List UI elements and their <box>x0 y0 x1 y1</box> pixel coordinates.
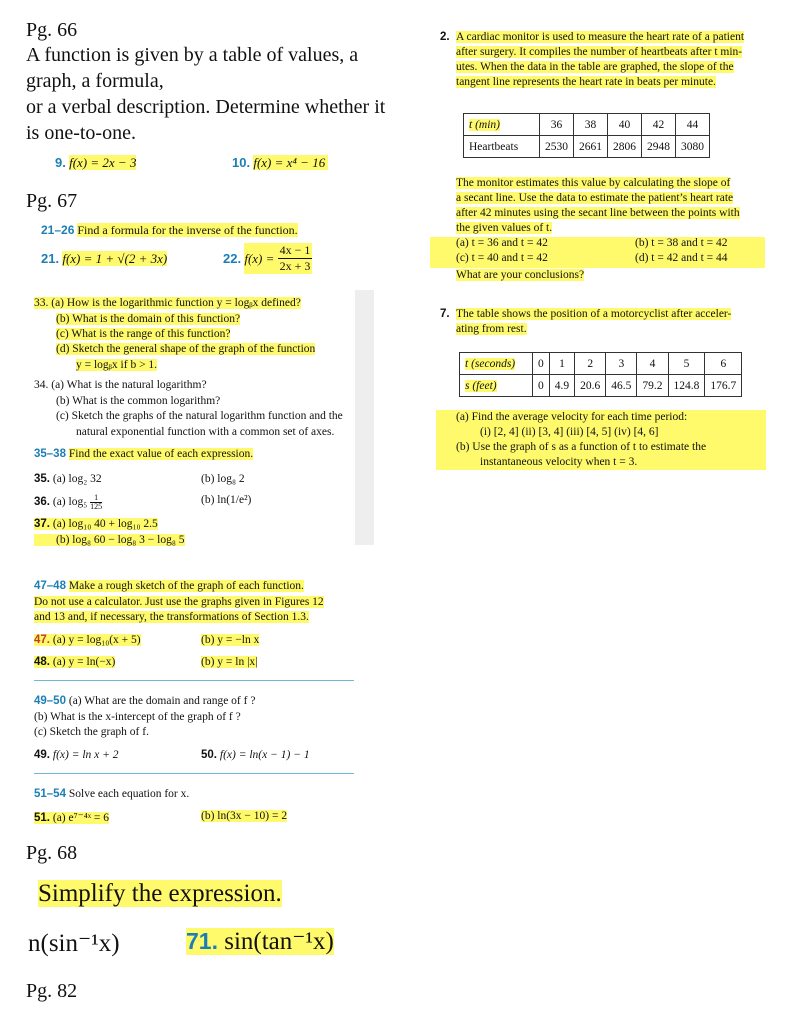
section-21-26: 21–26 Find a formula for the inverse of the function. <box>41 223 298 237</box>
section-49-50-l3: (c) Sketch the graph of f. <box>34 726 149 738</box>
table-row: Heartbeats 2530 2661 2806 2948 3080 <box>464 136 710 158</box>
problem-10: 10. f(x) = x⁴ − 16 <box>232 155 328 171</box>
page-label-68: Pg. 68 <box>26 842 78 864</box>
problem-37b: (b) log₈ 60 − log₈ 3 − log₈ 5 <box>34 534 185 546</box>
problem-2a: (a) t = 36 and t = 42 <box>456 237 548 249</box>
problem-2-num: 2. <box>440 31 450 43</box>
problem-47: 47. (a) y = log₁₀(x + 5) <box>34 634 141 646</box>
intro-line-4: is one-to-one. <box>26 122 136 144</box>
heartbeat-table <box>463 113 710 158</box>
problem-34b: (b) What is the common logarithm? <box>56 395 221 407</box>
problem-37: 37. (a) log₁₀ 40 + log₁₀ 2.5 <box>34 518 158 530</box>
problem-2-conclusion: What are your conclusions? <box>456 269 585 281</box>
problem-34a: 34. (a) What is the natural logarithm? <box>34 379 207 391</box>
problem-2b-l2: a secant line. Use the data to estimate the patient’s heart rate <box>456 192 734 204</box>
problem-48: 48. (a) y = ln(−x) <box>34 656 116 668</box>
problem-9: 9. f(x) = 2x − 3 <box>55 155 137 170</box>
divider-2 <box>34 773 354 774</box>
section-49-50: 49–50 (a) What are the domain and range of f ? <box>34 695 256 707</box>
problem-7-num: 7. <box>440 308 450 320</box>
problem-48b: (b) y = ln |x| <box>201 656 258 668</box>
section-49-50-l2: (b) What is the x-intercept of the graph of f ? <box>34 711 241 723</box>
problem-2-l4: tangent line represents the heart rate in beats per minute. <box>456 76 716 88</box>
problem-7a: (a) Find the average velocity for each time period: <box>456 411 688 423</box>
problem-51b: (b) ln(3x − 10) = 2 <box>201 810 288 822</box>
cut-expression: n(sin⁻¹x) <box>28 930 120 957</box>
page-label-67: Pg. 67 <box>26 190 78 212</box>
section-51-54: 51–54 Solve each equation for x. <box>34 788 190 800</box>
problem-2-l1: A cardiac monitor is used to measure the heart rate of a patient <box>456 31 745 43</box>
problem-21: 21. f(x) = 1 + √(2 + 3x) <box>41 251 168 266</box>
problem-2-l2: after surgery. It compiles the number of heartbeats after t min- <box>456 46 743 58</box>
position-table <box>459 352 742 397</box>
intro-line-2: graph, a formula, <box>26 70 164 92</box>
problem-2c: (c) t = 40 and t = 42 <box>456 252 548 264</box>
problem-36: 36. (a) log₅ $\frac{1}{125}$ <box>34 493 103 511</box>
table-row: t (min) 36 38 40 42 44 <box>464 114 710 136</box>
problem-33a: 33. (a) How is the logarithmic function y = logᵦx defined? <box>34 297 301 309</box>
problem-33b: (b) What is the domain of this function? <box>56 313 241 325</box>
page-label-66: Pg. 66 <box>26 19 78 41</box>
problem-2-l3: utes. When the data in the table are graphed, the slope of the <box>456 61 734 73</box>
problem-34c-2: natural exponential function with a common set of axes. <box>76 426 335 438</box>
section-47-48-l2: Do not use a calculator. Just use the graphs given in Figures 12 <box>34 596 324 608</box>
page-label-82: Pg. 82 <box>26 980 78 1002</box>
intro-line-3: or a verbal description. Determine whether it <box>26 96 386 118</box>
problem-2d: (d) t = 42 and t = 44 <box>635 252 728 264</box>
problem-33d: (d) Sketch the general shape of the graph of the function <box>56 343 316 355</box>
section-47-48: 47–48 Make a rough sketch of the graph of each function. <box>34 580 304 592</box>
table-row: t (seconds) 0 1 2 3 4 5 6 <box>460 353 742 375</box>
problem-7-l1: The table shows the position of a motorcyclist after acceler- <box>456 308 732 320</box>
section-35-38: 35–38 Find the exact value of each expression. <box>34 448 254 460</box>
problem-49: 49. f(x) = ln x + 2 <box>34 749 119 761</box>
problem-7b: (b) Use the graph of s as a function of t to estimate the <box>456 441 707 453</box>
gray-band <box>355 290 374 545</box>
section-47-48-l3: and 13 and, if necessary, the transformations of Section 1.3. <box>34 611 309 623</box>
problem-36b: (b) ln(1/e²) <box>201 494 252 506</box>
problem-9-expr: f(x) = 2x − 3 <box>69 155 137 170</box>
table-row: s (feet) 0 4.9 20.6 46.5 79.2 124.8 176.7 <box>460 375 742 397</box>
problem-7-l2: ating from rest. <box>456 323 527 335</box>
problem-50: 50. f(x) = ln(x − 1) − 1 <box>201 749 310 761</box>
problem-7b-2: instantaneous velocity when t = 3. <box>480 456 638 468</box>
problem-33c: (c) What is the range of this function? <box>56 328 231 340</box>
problem-7a-intervals: (i) [2, 4] (ii) [3, 4] (iii) [4, 5] (iv) [4, 6] <box>480 426 659 438</box>
problem-71: 71. sin(tan⁻¹x) <box>186 928 334 955</box>
problem-2b-l1: The monitor estimates this value by calculating the slope of <box>456 177 731 189</box>
problem-35: 35. (a) log₂ 32 <box>34 473 102 485</box>
problem-33d-2: y = logᵦx if b > 1. <box>76 359 158 371</box>
problem-2b: (b) t = 38 and t = 42 <box>635 237 728 249</box>
problem-47b: (b) y = −ln x <box>201 634 260 646</box>
problem-35b: (b) log₈ 2 <box>201 473 245 485</box>
intro-line-1: A function is given by a table of values, a <box>26 44 359 66</box>
problem-51: 51. (a) e⁷⁻⁴ˣ = 6 <box>34 812 110 824</box>
problem-10-expr: f(x) = x⁴ − 16 <box>253 155 328 170</box>
divider-1 <box>34 680 354 681</box>
problem-2b-l3: after 42 minutes using the secant line between the points with <box>456 207 740 219</box>
problem-2b-l4: the given values of t. <box>456 222 553 234</box>
problem-34c: (c) Sketch the graphs of the natural logarithm function and the <box>56 410 343 422</box>
simplify-heading: Simplify the expression. <box>38 880 282 907</box>
problem-22: 22. f(x) = $\frac{4x - 1}{2x + 3}$ <box>223 243 311 273</box>
